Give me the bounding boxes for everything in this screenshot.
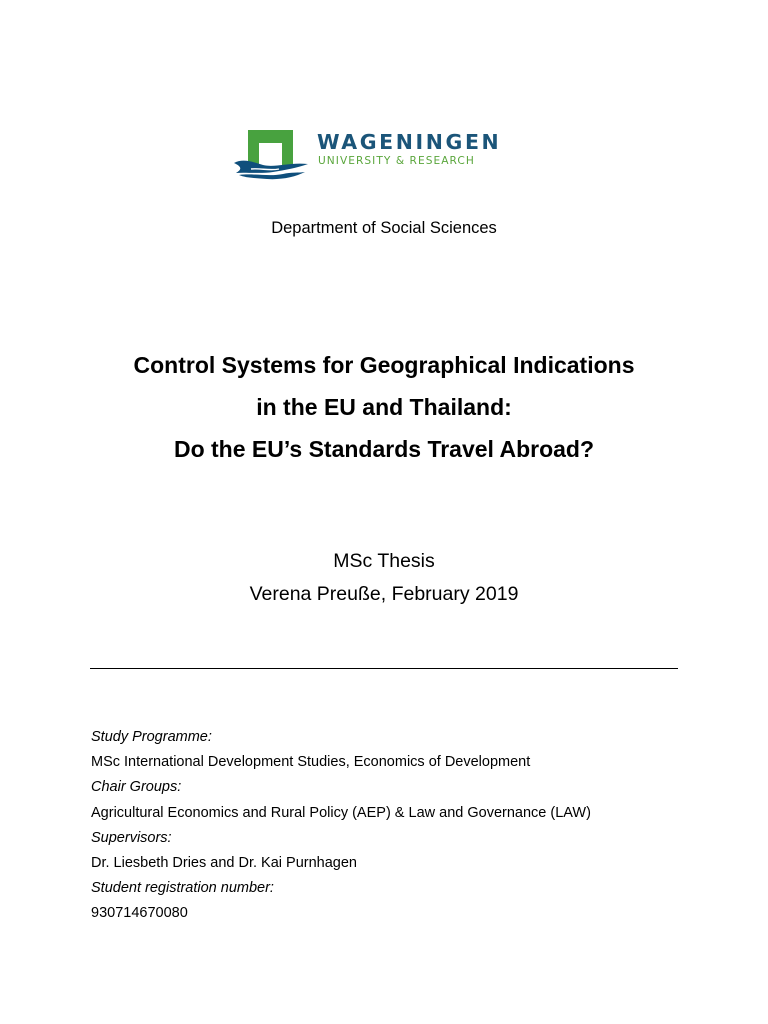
logo-wordmark: WAGENINGEN xyxy=(317,130,502,154)
department-name: Department of Social Sciences xyxy=(271,219,497,237)
thesis-title xyxy=(0,344,768,470)
chair-groups-value: Agricultural Economics and Rural Policy (AEP) & Law and Governance (LAW) xyxy=(91,804,591,821)
title-line-1: Control Systems for Geographical Indications xyxy=(133,352,635,378)
supervisors-value: Dr. Liesbeth Dries and Dr. Kai Purnhagen xyxy=(91,855,357,872)
horizontal-divider xyxy=(90,668,678,669)
registration-number-label: Student registration number: xyxy=(91,880,274,897)
title-line-3: Do the EU’s Standards Travel Abroad? xyxy=(173,436,595,462)
supervisors-label: Supervisors: xyxy=(91,829,172,846)
thesis-details xyxy=(91,725,691,927)
wageningen-logo-icon xyxy=(233,127,313,183)
thesis-type: MSc Thesis xyxy=(333,550,435,572)
study-programme-value: MSc International Development Studies, Economics of Development xyxy=(91,754,531,771)
chair-groups-label: Chair Groups: xyxy=(91,779,182,796)
logo-submark: UNIVERSITY & RESEARCH xyxy=(318,155,475,167)
author-and-date: Verena Preuße, February 2019 xyxy=(249,583,519,605)
registration-number-value: 930714670080 xyxy=(91,905,188,922)
study-programme-label: Study Programme: xyxy=(91,729,212,745)
title-line-2: in the EU and Thailand: xyxy=(256,394,512,420)
university-logo xyxy=(233,127,513,183)
thesis-subtitle xyxy=(0,545,768,611)
